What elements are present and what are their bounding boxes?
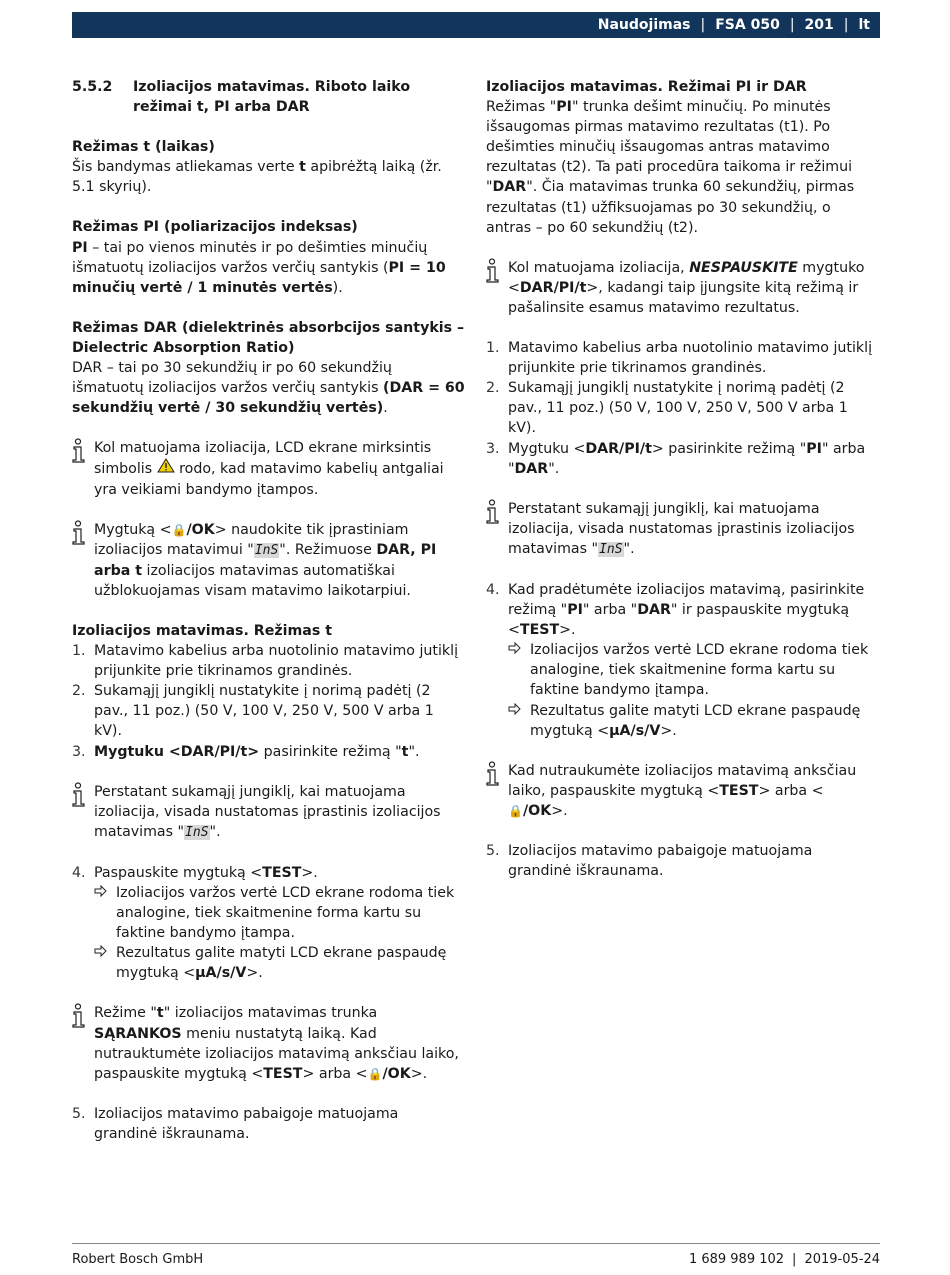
header-sep: | <box>843 16 849 33</box>
t-mode-heading: Režimas t (laikas) <box>72 139 215 156</box>
list-item: 4. Kad pradėtumėte izoliacijos matavimą, pasirinkite režimą "PI" arba "DAR" ir paspauskite mygtuką <TEST>. <box>486 581 865 639</box>
section-title: Izoliacijos matavimas. Riboto laiko režimai t, PI arba DAR <box>133 79 411 116</box>
footer-docinfo: 1 689 989 102 | 2019-05-24 <box>688 1252 880 1267</box>
steps-list <box>72 863 466 883</box>
header-sep: | <box>789 16 795 33</box>
footer-docno: 1 689 989 102 <box>688 1252 785 1267</box>
header-lang: lt <box>858 16 870 33</box>
info-icon <box>72 438 94 499</box>
info-note: Mygtuką <🔒/OK> naudokite tik įprastiniam izoliacijos matavimui "InS". Režimuose DAR, PI arba t izoliacijos matavimas automatiškai užblokuojamas visam matavimo laikotarpiui. <box>72 520 466 601</box>
dar-mode-text: DAR – tai po 30 sekundžių ir po 60 sekundžių išmatuotų izoliacijos varžos verčių santykis (DAR = 60 sekundžių vertė / 30 sekundžių vertės). <box>72 360 465 417</box>
lcd-ins-symbol: InS <box>599 541 623 557</box>
section-heading <box>72 77 466 117</box>
pi-dar-text: Režimas "PI" trunka dešimt minučių. Po minutės išsaugomas pirmas matavimo rezultatas (t1). Po dešimties minučių išsaugomas antras matavimo rezultatas (t2). Ta pati procedūra taikoma ir režimui "DAR". Čia matavimas trunka 60 sekundžių, pirmas rezultatas (t1) užfiksuojamas po 30 sekundžių, o antras – po 60 sekundžių (t2). <box>486 99 855 236</box>
arrow-right-icon <box>508 701 530 741</box>
lock-icon: 🔒 <box>508 803 523 818</box>
header-model: FSA 050 <box>715 16 780 33</box>
footer-divider <box>72 1243 880 1244</box>
list-item: 1. Matavimo kabelius arba nuotolinio matavimo jutiklį prijunkite prie tikrinamos grandinės. <box>486 340 873 377</box>
lock-icon: 🔒 <box>171 522 187 537</box>
info-icon <box>72 520 94 601</box>
info-note: Kol matuojama izoliacija, LCD ekrane mirksintis simbolis rodo, kad matavimo kabelių antgaliai yra veikiami bandymo įtampos. <box>72 438 466 499</box>
list-item: 2. Sukamąjį jungiklį nustatykite į norimą padėtį (2 pav., 11 poz.) (50 V, 100 V, 250 V, 500 V arba 1 kV). <box>72 683 434 740</box>
arrow-right-icon <box>508 640 530 700</box>
list-item: 1. Matavimo kabelius arba nuotolinio matavimo jutiklį prijunkite prie tikrinamos grandinės. <box>72 643 459 680</box>
page-header <box>72 12 880 38</box>
lcd-ins-symbol: InS <box>254 542 279 558</box>
info-icon <box>486 761 508 821</box>
result-item: Rezultatus galite matyti LCD ekrane paspaudę mygtuką <µA/s/V>. <box>94 943 466 983</box>
info-icon <box>72 1003 94 1083</box>
lock-icon: 🔒 <box>367 1066 383 1081</box>
footer-date: 2019-05-24 <box>804 1252 880 1267</box>
info-note: Kad nutraukumėte izoliacijos matavimą anksčiau laiko, paspauskite mygtuką <TEST> arba <🔒/OK>. <box>486 761 880 821</box>
section-number: 5.5.2 <box>72 79 113 95</box>
steps-list <box>72 641 466 762</box>
pi-dar-heading: Izoliacijos matavimas. Režimai PI ir DAR <box>486 79 807 95</box>
result-item: Rezultatus galite matyti LCD ekrane paspaudę mygtuką <µA/s/V>. <box>508 701 880 741</box>
list-item: 3. Mygtuku <DAR/PI/t> pasirinkite režimą "PI" arba "DAR". <box>486 440 866 477</box>
pi-mode-heading: Režimas PI (poliarizacijos indeksas) <box>72 219 358 236</box>
right-column <box>486 77 880 881</box>
header-section: Naudojimas <box>597 16 691 33</box>
header-sep: | <box>700 16 706 33</box>
list-item: 2. Sukamąjį jungiklį nustatykite į norimą padėtį (2 pav., 11 poz.) (50 V, 100 V, 250 V, 500 V arba 1 kV). <box>486 380 848 437</box>
pi-mode-text: PI – tai po vienos minutės ir po dešimties minučių išmatuotų izoliacijos varžos verčių santykis (PI = 10 minučių vertė / 1 minutės vertės). <box>72 239 446 296</box>
measure-t-heading: Izoliacijos matavimas. Režimas t <box>72 622 332 639</box>
steps-list <box>486 841 880 881</box>
dar-mode-heading: Režimas DAR (dielektrinės absorbcijos santykis – Dielectric Absorption Ratio) <box>72 319 465 356</box>
info-icon <box>486 258 508 318</box>
list-item: 5. Izoliacijos matavimo pabaigoje matuojama grandinė iškraunama. <box>486 843 813 880</box>
header-page: 201 <box>804 16 834 33</box>
steps-list <box>486 580 880 640</box>
arrow-right-icon <box>94 943 116 983</box>
info-note: Perstatant sukamąjį jungiklį, kai matuojama izoliacija, visada nustatomas įprastinis izoliacijos matavimas "InS". <box>72 782 466 843</box>
t-mode-text: Šis bandymas atliekamas verte t apibrėžtą laiką (žr. 5.1 skyrių). <box>72 159 442 196</box>
warning-icon <box>157 461 175 477</box>
footer-company: Robert Bosch GmbH <box>72 1252 204 1267</box>
result-item: Izoliacijos varžos vertė LCD ekrane rodoma tiek analogine, tiek skaitmenine forma kartu su faktine bandymo įtampa. <box>94 883 466 943</box>
steps-list <box>72 1104 466 1144</box>
info-icon <box>486 499 508 560</box>
arrow-right-icon <box>94 883 116 943</box>
result-item: Izoliacijos varžos vertė LCD ekrane rodoma tiek analogine, tiek skaitmenine forma kartu su faktine bandymo įtampa. <box>508 640 880 700</box>
info-note: Režime "t" izoliacijos matavimas trunka SĄRANKOS meniu nustatytą laiką. Kad nutrauktumėte izoliacijos matavimą anksčiau laiko, paspauskite mygtuką <TEST> arba <🔒/OK>. <box>72 1003 466 1083</box>
steps-list <box>486 338 880 479</box>
info-note: Kol matuojama izoliacija, NESPAUSKITE mygtuko <DAR/PI/t>, kadangi taip įjungsite kitą režimą ir pašalinsite esamus matavimo rezultatus. <box>486 258 880 318</box>
left-column <box>72 77 466 1144</box>
info-note: Perstatant sukamąjį jungiklį, kai matuojama izoliacija, visada nustatomas įprastinis izoliacijos matavimas "InS". <box>486 499 880 560</box>
list-item: 4. Paspauskite mygtuką <TEST>. <box>72 864 318 881</box>
list-item: 5. Izoliacijos matavimo pabaigoje matuojama grandinė iškraunama. <box>72 1105 399 1142</box>
info-icon <box>72 782 94 843</box>
lcd-ins-symbol: InS <box>185 824 209 840</box>
list-item: 3. Mygtuku <DAR/PI/t> pasirinkite režimą "t". <box>72 743 420 760</box>
